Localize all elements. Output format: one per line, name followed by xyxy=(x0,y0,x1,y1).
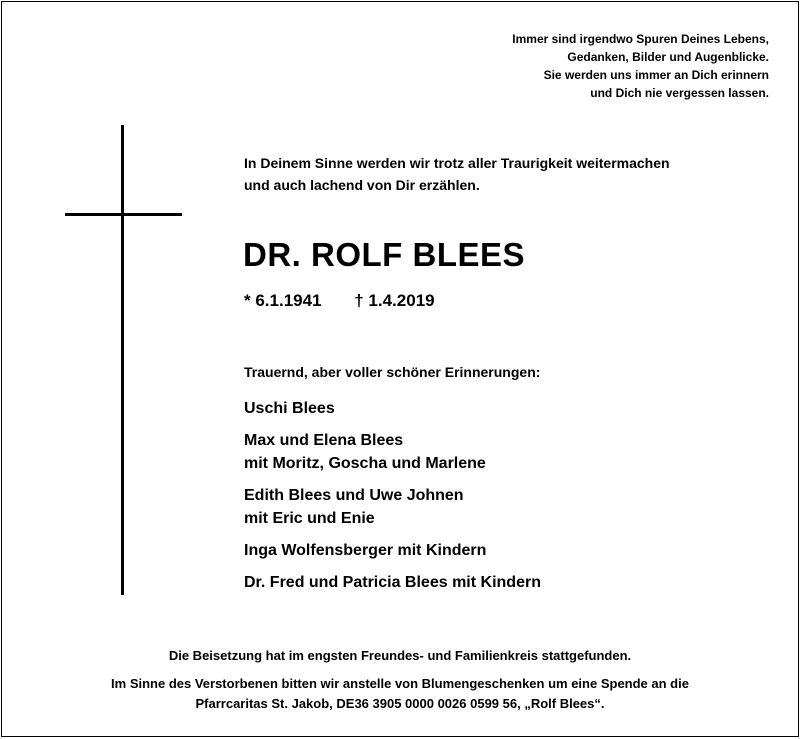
mourner-line: Edith Blees und Uwe Johnen xyxy=(244,487,464,504)
birth-date: * 6.1.1941 xyxy=(244,291,322,310)
memorial-poem xyxy=(512,30,769,102)
mourner-line: Dr. Fred und Patricia Blees mit Kindern xyxy=(244,574,541,591)
funeral-note: Die Beisetzung hat im engsten Freundes- und Familienkreis stattgefunden. xyxy=(168,648,632,663)
cross-icon-vertical-bar xyxy=(121,125,124,595)
mourner-line: mit Moritz, Goscha und Marlene xyxy=(244,455,486,472)
intro-line: und auch lachend von Dir erzählen. xyxy=(244,177,480,193)
poem-line: und Dich nie vergessen lassen. xyxy=(590,86,769,100)
intro-quote xyxy=(244,152,670,196)
obituary-notice xyxy=(1,1,799,737)
mourner-entry xyxy=(244,571,541,594)
deceased-name: DR. ROLF BLEES xyxy=(243,236,526,273)
mourner-entry xyxy=(244,429,541,475)
mourner-line: Uschi Blees xyxy=(244,400,335,417)
cross-icon-horizontal-bar xyxy=(65,213,182,216)
mourner-entry xyxy=(244,397,541,420)
death-date: † 1.4.2019 xyxy=(354,291,435,310)
intro-line: In Deinem Sinne werden wir trotz aller Traurigkeit weitermachen xyxy=(244,155,670,171)
mourner-line: Max und Elena Blees xyxy=(244,432,404,449)
poem-line: Immer sind irgendwo Spuren Deines Lebens, xyxy=(512,32,769,46)
poem-line: Gedanken, Bilder und Augenblicke. xyxy=(567,50,769,64)
mourner-line: mit Eric und Enie xyxy=(244,510,375,527)
poem-line: Sie werden uns immer an Dich erinnern xyxy=(543,68,769,82)
donation-line: Pfarrcaritas St. Jakob, DE36 3905 0000 0026 0599 56, „Rolf Blees“. xyxy=(195,696,605,711)
mourner-entry xyxy=(244,484,541,530)
mourner-entry xyxy=(244,539,541,562)
life-dates xyxy=(244,291,435,311)
donation-line: Im Sinne des Verstorbenen bitten wir anstelle von Blumengeschenken um eine Spende an die xyxy=(111,676,689,691)
notice-footer xyxy=(2,646,798,714)
mourners-heading: Trauernd, aber voller schöner Erinnerungen: xyxy=(244,364,541,380)
mourners-list xyxy=(244,397,541,603)
mourner-line: Inga Wolfensberger mit Kindern xyxy=(244,542,487,559)
